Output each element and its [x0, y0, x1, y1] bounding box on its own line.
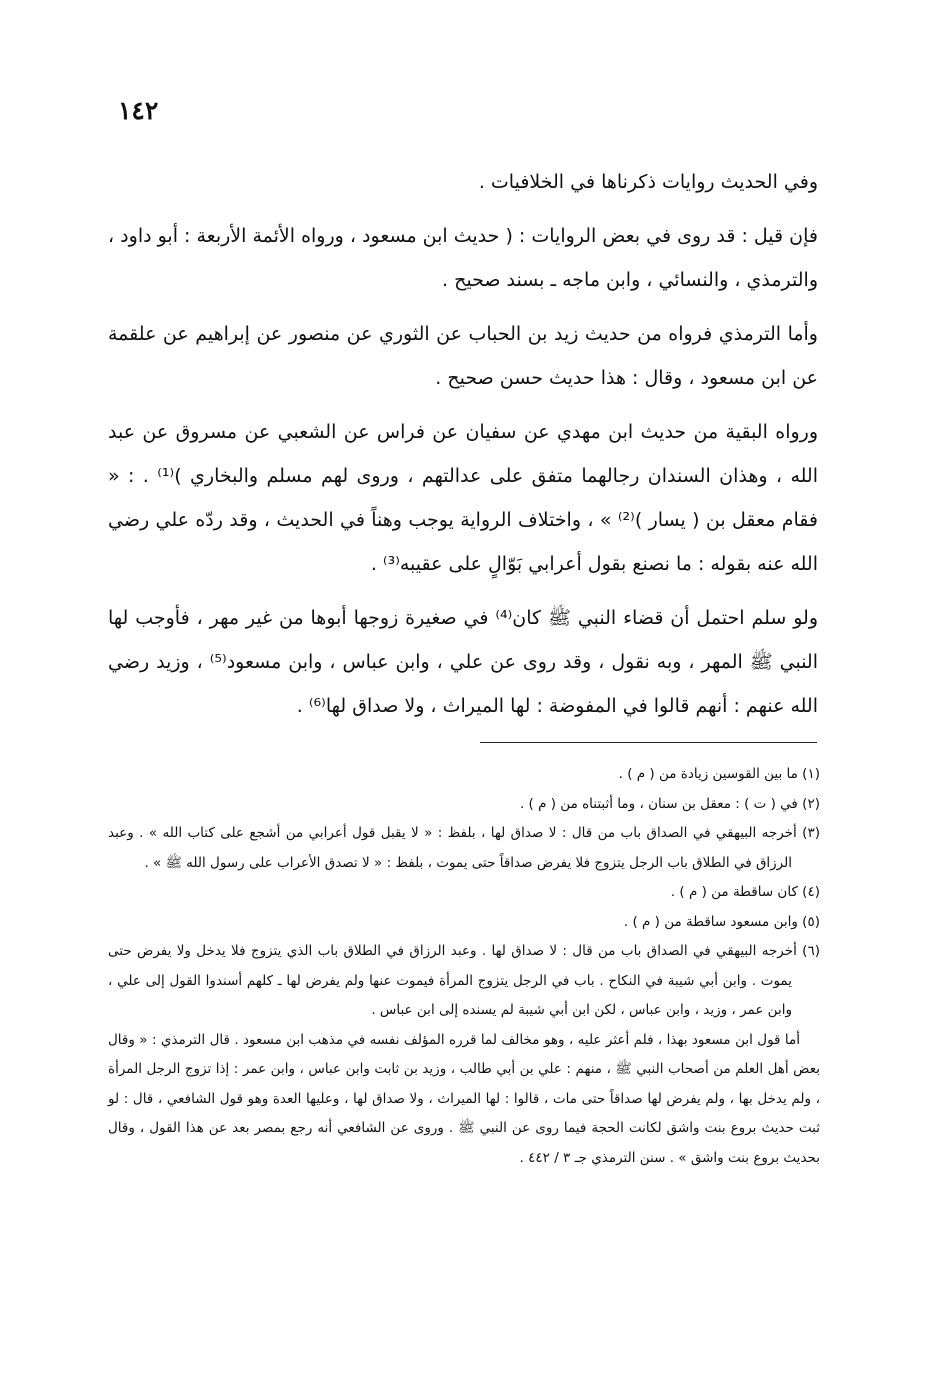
footnote: (٦) أخرجه البيهقي في الصداق باب من قال : لا صداق لها . وعبد الرزاق في الطلاق باب الذي يتزوج فلا يدخل ولا يفرض حتى يموت . وابن أبي شيبة في النكاح . باب في الرجل يتزوج المرأة فيموت عنها ولم يفرض لها ـ كلهم أسندوا القول إلى علي ، وابن عمر ، وزيد ، وابن عباس ، لكن ابن أبي شيبة لم يسنده إلى ابن عباس . [108, 943, 820, 1018]
main-text [108, 160, 818, 738]
main-paragraph: وفي الحديث روايات ذكرناها في الخلافيات . [478, 171, 818, 193]
footnote: (٣) أخرجه البيهقي في الصداق باب من قال : لا صداق لها ، بلفظ : « لا يقبل قول أعرابي من أشجع على كتاب الله » . وعبد الرزاق في الطلاق باب الرجل يتزوج فلا يفرض صداقاً حتى يموت ، بلفظ : « لا تصدق الأعراب على رسول الله ﷺ » . [108, 825, 820, 871]
footnote: (١) ما بين القوسين زيادة من ( م ) . [618, 766, 820, 782]
footnotes [108, 760, 820, 1173]
footnote-divider [480, 742, 817, 743]
footnote: (٤) كان ساقطة من ( م ) . [670, 884, 820, 900]
main-paragraph: فإن قيل : قد روى في بعض الروايات : ( حديث ابن مسعود ، ورواه الأئمة الأربعة : أبو داود ، والترمذي ، والنسائي ، وابن ماجه ـ بسند صحيح . [108, 225, 818, 291]
footnote: (٥) وابن مسعود ساقطة من ( م ) . [623, 913, 820, 930]
main-paragraph: ولو سلم احتمل أن قضاء النبي ﷺ كان⁽⁴⁾ في صغيرة زوجها أبوها من غير مهر ، فأوجب لها النبي ﷺ المهر ، وبه نقول ، وقد روى عن علي ، وابن عباس ، وابن مسعود⁽⁵⁾ ، وزيد رضي الله عنهم : أنهم قالوا في المفوضة : لها الميراث ، ولا صداق لها⁽⁶⁾ . [108, 607, 818, 717]
main-paragraph: ورواه البقية من حديث ابن مهدي عن سفيان عن فراس عن الشعبي عن مسروق عن عبد الله ، وهذان السندان رجالهما متفق على عدالتهم ، وروى لهم مسلم والبخاري )⁽¹⁾ . : « فقام معقل بن ( يسار )⁽²⁾ » ، واختلاف الرواية يوجب وهناً في الحديث ، وقد ردّه علي رضي الله عنه بقوله : ما نصنع بقول أعرابي بَوّالٍ على عقيبه⁽³⁾ . [108, 421, 818, 575]
footnote-continuation: أما قول ابن مسعود بهذا ، فلم أعثر عليه ، وهو مخالف لما قرره المؤلف نفسه في مذهب ابن مسعود . قال الترمذي : « وقال بعض أهل العلم من أصحاب النبي ﷺ ، منهم : علي بن أبي طالب ، وزيد بن ثابت وابن عباس ، وابن عمر : إذا تزوج الرجل المرأة ، ولم يدخل بها ، ولم يفرض لها صداقاً حتى مات ، قالوا : لها الميراث ، ولا صداق لها ، وعليها العدة وهو قول الشافعي ، قال : لو ثبت حديث بروع بنت واشق لكانت الحجة فيما روى عن النبي ﷺ . وروى عن الشافعي أنه رجع بمصر بعد عن هذا القول ، وقال بحديث بروع بنت واشق » . سنن الترمذي جـ ٣ / ٤٤٢ . [108, 1031, 820, 1166]
main-paragraph: وأما الترمذي فرواه من حديث زيد بن الحباب عن الثوري عن منصور عن إبراهيم عن علقمة عن ابن مسعود ، وقال : هذا حديث حسن صحيح . [108, 323, 818, 389]
page-number: ١٤٢ [118, 96, 159, 125]
footnote: (٢) في ( ت ) : معقل بن سنان ، وما أثبتناه من ( م ) . [519, 795, 820, 812]
